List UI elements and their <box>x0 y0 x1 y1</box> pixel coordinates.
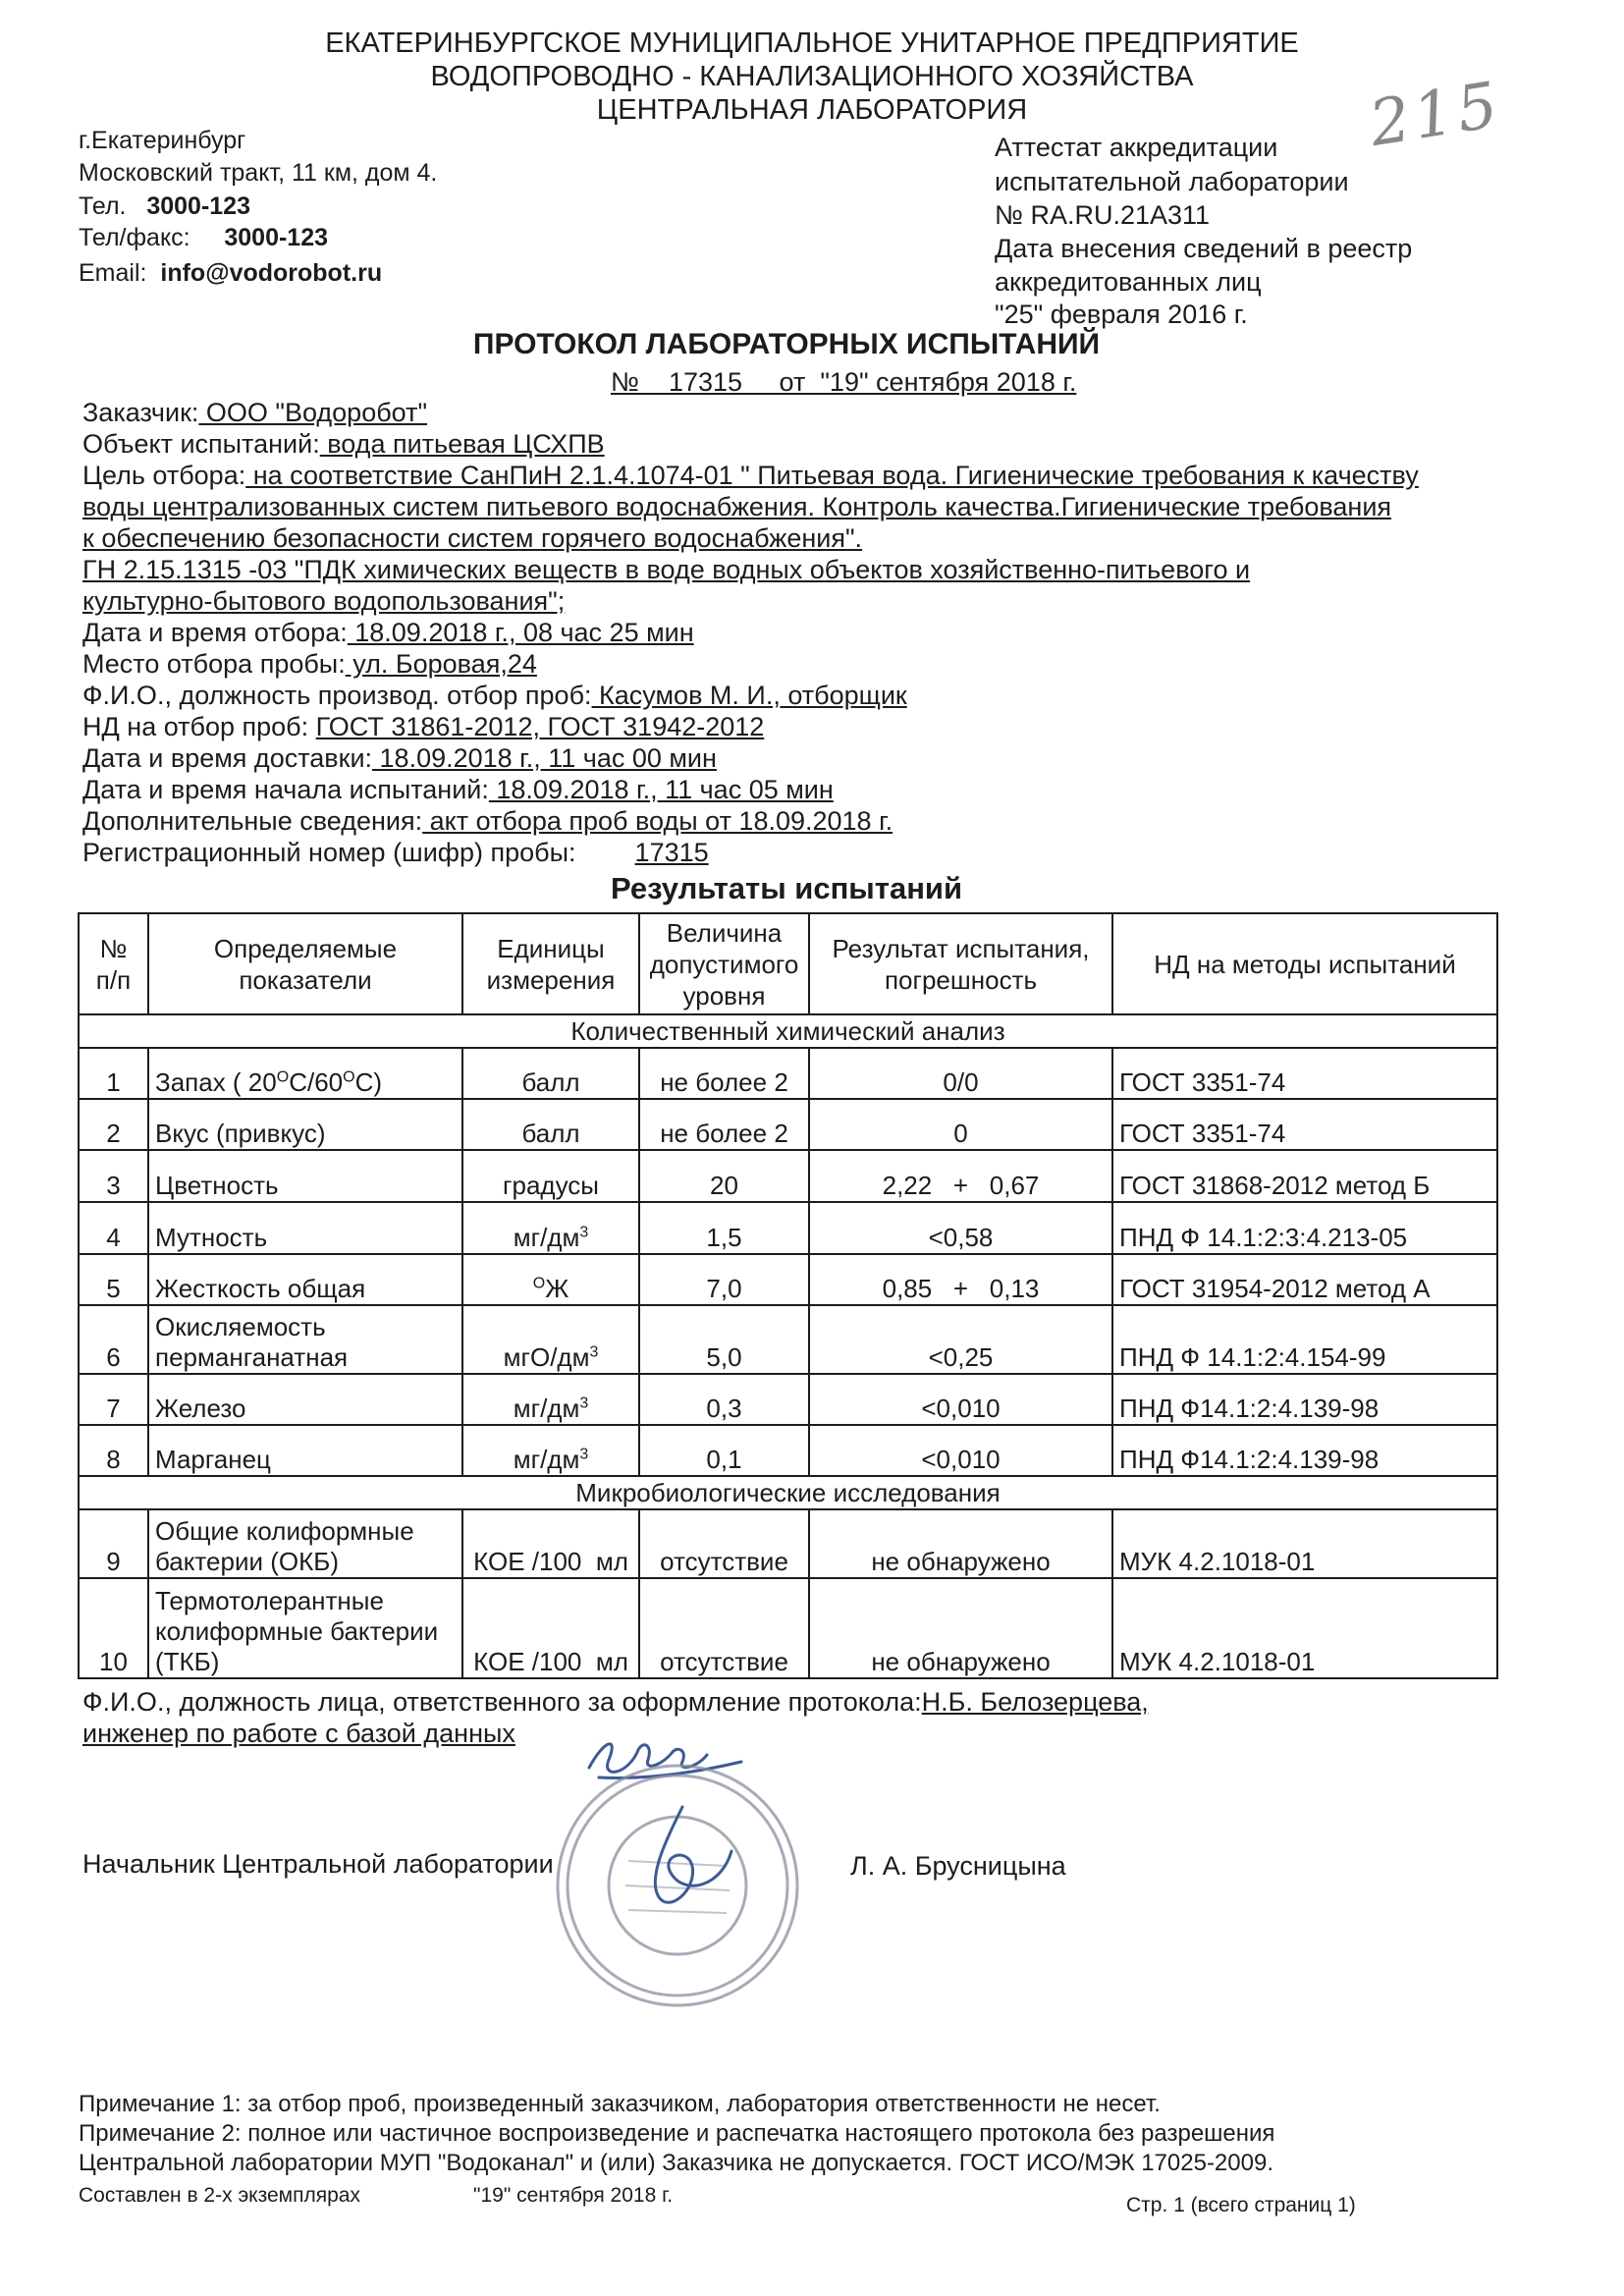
section-chemical <box>79 1014 1497 1048</box>
row-num: 8 <box>79 1425 148 1476</box>
table-row <box>79 1150 1497 1202</box>
handwritten-page-number: 215 <box>1365 68 1507 162</box>
accreditation-line-1: Аттестат аккредитации <box>995 133 1278 162</box>
customer-label: Заказчик: <box>82 398 199 427</box>
table-row <box>79 1509 1497 1578</box>
table-header-row <box>79 913 1497 1014</box>
row-indicator: Марганец <box>148 1425 462 1476</box>
section-chemical-label: Количественный химический анализ <box>79 1014 1497 1048</box>
row-method: МУК 4.2.1018-01 <box>1112 1509 1497 1578</box>
row-num: 3 <box>79 1150 148 1202</box>
table-row <box>79 1425 1497 1476</box>
responsible-name: Н.Б. Белозерцева, <box>921 1687 1149 1717</box>
object-field <box>82 429 605 460</box>
accreditation-line-6: "25" февраля 2016 г. <box>995 300 1248 329</box>
row-indicator: Общие колиформные бактерии (ОКБ) <box>148 1509 462 1578</box>
row-limit: не более 2 <box>639 1099 809 1150</box>
row-limit: не более 2 <box>639 1048 809 1099</box>
sampling-nd-label: НД на отбор проб: <box>82 712 316 741</box>
row-num: 1 <box>79 1048 148 1099</box>
responsible-label: Ф.И.О., должность лица, ответственного за оформление протокола: <box>82 1687 922 1717</box>
email-label: Email: <box>79 259 147 287</box>
header-method: НД на методы испытаний <box>1112 913 1497 1014</box>
table-row <box>79 1374 1497 1425</box>
row-unit: балл <box>462 1048 639 1099</box>
signature-chief <box>628 1797 746 1925</box>
row-num: 7 <box>79 1374 148 1425</box>
row-result: <0,25 <box>809 1305 1112 1374</box>
address-fax <box>79 223 328 252</box>
note-3: Центральной лаборатории МУП "Водоканал" и (или) Заказчика не допускается. ГОСТ ИСО/МЭК 17025-2009. <box>79 2150 1273 2176</box>
sampling-place-value: ул. Боровая,24 <box>345 649 537 679</box>
email-value: info@vodorobot.ru <box>160 259 383 287</box>
row-method: ГОСТ 31954-2012 метод А <box>1112 1254 1497 1305</box>
results-title: Результаты испытаний <box>610 871 963 905</box>
purpose-line-1: на соответствие СанПиН 2.1.4.1074-01 " Питьевая вода. Гигиенические требования к качеству <box>245 461 1419 490</box>
note-1: Примечание 1: за отбор проб, произведенный заказчиком, лаборатория ответственности не несет. <box>79 2091 1161 2117</box>
header-limit: Величина допустимого уровня <box>639 913 809 1014</box>
sampling-place-field <box>82 649 537 680</box>
row-unit: $мг/дм^3$ <box>462 1202 639 1254</box>
row-limit: 0,3 <box>639 1374 809 1425</box>
org-name-line-3: ЦЕНТРАЛЬНАЯ ЛАБОРАТОРИЯ <box>596 94 1028 126</box>
purpose-field <box>82 461 1419 491</box>
test-start-label: Дата и время начала испытаний: <box>82 775 489 804</box>
object-value: вода питьевая ЦСХПВ <box>319 429 605 459</box>
sampler-label: Ф.И.О., должность производ. отбор проб: <box>82 681 592 710</box>
row-unit: КОЕ /100 мл <box>462 1509 639 1578</box>
row-method: МУК 4.2.1018-01 <box>1112 1578 1497 1678</box>
row-result: 0 <box>809 1099 1112 1150</box>
delivery-value: 18.09.2018 г., 11 час 00 мин <box>372 743 717 773</box>
row-unit: балл <box>462 1099 639 1150</box>
sampling-datetime-value: 18.09.2018 г., 08 час 25 мин <box>347 618 694 647</box>
row-limit: 0,1 <box>639 1425 809 1476</box>
row-indicator: Термотолерантные колиформные бактерии (ТКБ) <box>148 1578 462 1678</box>
extra-info-value: акт отбора проб воды от 18.09.2018 г. <box>422 806 893 836</box>
customer-field <box>82 398 427 428</box>
row-unit: $мг/дм^3$ <box>462 1425 639 1476</box>
row-indicator: Окисляемость перманганатная <box>148 1305 462 1374</box>
row-method: ПНД Ф14.1:2:4.139-98 <box>1112 1425 1497 1476</box>
header-result: Результат испытания, погрешность <box>809 913 1112 1014</box>
address-email <box>79 258 382 288</box>
row-result: <0,010 <box>809 1425 1112 1476</box>
page-counter: Стр. 1 (всего страниц 1) <box>1126 2194 1356 2216</box>
row-indicator: Запах ( $20^ОС/60^ОС$) <box>148 1048 462 1099</box>
accreditation-line-5: аккредитованных лиц <box>995 267 1262 297</box>
table-row <box>79 1254 1497 1305</box>
delivery-field <box>82 743 717 774</box>
row-result: <0,010 <box>809 1374 1112 1425</box>
extra-info-label: Дополнительные сведения: <box>82 806 423 836</box>
org-name-line-2: ВОДОПРОВОДНО - КАНАЛИЗАЦИОННОГО ХОЗЯЙСТВА <box>430 61 1194 92</box>
phone-value: 3000-123 <box>146 192 250 220</box>
row-limit: отсутствие <box>639 1509 809 1578</box>
table-row <box>79 1202 1497 1254</box>
row-result: 0,85 + 0,13 <box>809 1254 1112 1305</box>
row-method: ГОСТ 31868-2012 метод Б <box>1112 1150 1497 1202</box>
row-result: 2,22 + 0,67 <box>809 1150 1112 1202</box>
row-num: 4 <box>79 1202 148 1254</box>
row-unit: КОЕ /100 мл <box>462 1578 639 1678</box>
row-method: ПНД Ф14.1:2:4.139-98 <box>1112 1374 1497 1425</box>
registration-label: Регистрационный номер (шифр) пробы: <box>82 838 576 867</box>
row-indicator: Цветность <box>148 1150 462 1202</box>
accreditation-line-2: испытательной лаборатории <box>995 167 1349 196</box>
row-method: ГОСТ 3351-74 <box>1112 1048 1497 1099</box>
object-label: Объект испытаний: <box>82 429 320 459</box>
row-unit: $мг/дм^3$ <box>462 1374 639 1425</box>
accreditation-line-4: Дата внесения сведений в реестр <box>995 234 1413 263</box>
purpose-line-5: культурно-бытового водопользования"; <box>82 586 566 616</box>
row-result: <0,58 <box>809 1202 1112 1254</box>
sampling-nd-field <box>82 712 764 742</box>
row-num: 6 <box>79 1305 148 1374</box>
purpose-line-2: воды централизованных систем питьевого водоснабжения. Контроль качества.Гигиенические требования <box>82 492 1392 521</box>
row-indicator: Железо <box>148 1374 462 1425</box>
table-row <box>79 1099 1497 1150</box>
row-limit: 7,0 <box>639 1254 809 1305</box>
table-row <box>79 1578 1497 1678</box>
row-unit: градусы <box>462 1150 639 1202</box>
registration-value: 17315 <box>634 838 709 867</box>
sampling-place-label: Место отбора пробы: <box>82 649 346 679</box>
chief-name: Л. А. Брусницына <box>850 1851 1066 1881</box>
registration-field <box>82 838 709 868</box>
results-table <box>78 912 1498 1679</box>
header-indicator: Определяемые показатели <box>148 913 462 1014</box>
responsible-role: инженер по работе с базой данных <box>82 1719 515 1748</box>
sampling-datetime-field <box>82 618 694 648</box>
row-result: не обнаружено <box>809 1509 1112 1578</box>
sampler-value: Касумов М. И., отборщик <box>591 681 907 710</box>
fax-value: 3000-123 <box>224 224 329 251</box>
delivery-label: Дата и время доставки: <box>82 743 373 773</box>
extra-info-field <box>82 806 893 837</box>
row-limit: 20 <box>639 1150 809 1202</box>
row-result: 0/0 <box>809 1048 1112 1099</box>
section-micro-label: Микробиологические исследования <box>79 1476 1497 1509</box>
row-method: ПНД Ф 14.1:2:3:4.213-05 <box>1112 1202 1497 1254</box>
test-start-value: 18.09.2018 г., 11 час 05 мин <box>488 775 834 804</box>
address-street: Московский тракт, 11 км, дом 4. <box>79 159 438 187</box>
phone-label: Тел. <box>79 192 127 220</box>
customer-value: ООО "Водоробот" <box>198 398 428 427</box>
row-num: 2 <box>79 1099 148 1150</box>
copies-note: Составлен в 2-х экземплярах <box>79 2184 360 2207</box>
row-limit: 1,5 <box>639 1202 809 1254</box>
header-num: № п/п <box>79 913 148 1014</box>
sampling-datetime-label: Дата и время отбора: <box>82 618 348 647</box>
sampler-field <box>82 681 907 711</box>
row-method: ГОСТ 3351-74 <box>1112 1099 1497 1150</box>
purpose-line-4: ГН 2.15.1315 -03 "ПДК химических веществ в воде водных объектов хозяйственно-питьевого и <box>82 555 1251 584</box>
row-result: не обнаружено <box>809 1578 1112 1678</box>
header-unit: Единицы измерения <box>462 913 639 1014</box>
accreditation-line-3: № RA.RU.21A311 <box>995 200 1211 230</box>
address-city: г.Екатеринбург <box>79 127 246 154</box>
row-num: 5 <box>79 1254 148 1305</box>
row-num: 10 <box>79 1578 148 1678</box>
row-indicator: Жесткость общая <box>148 1254 462 1305</box>
row-method: ПНД Ф 14.1:2:4.154-99 <box>1112 1305 1497 1374</box>
protocol-number: № 17315 от "19" сентября 2018 г. <box>611 367 1077 397</box>
table-row <box>79 1305 1497 1374</box>
purpose-line-3: к обеспечению безопасности систем горячего водоснабжения". <box>82 523 863 553</box>
test-start-field <box>82 775 834 805</box>
row-limit: 5,0 <box>639 1305 809 1374</box>
row-limit: отсутствие <box>639 1578 809 1678</box>
row-indicator: Мутность <box>148 1202 462 1254</box>
address-phone <box>79 191 250 221</box>
responsible-field <box>82 1687 1295 1718</box>
row-unit: мгО/$дм^3$ <box>462 1305 639 1374</box>
section-micro <box>79 1476 1497 1509</box>
footer-date: "19" сентября 2018 г. <box>473 2184 674 2207</box>
purpose-label: Цель отбора: <box>82 461 246 490</box>
row-num: 9 <box>79 1509 148 1578</box>
org-name-line-1: ЕКАТЕРИНБУРГСКОЕ МУНИЦИПАЛЬНОЕ УНИТАРНОЕ ПРЕДПРИЯТИЕ <box>325 27 1299 59</box>
sampling-nd-value: ГОСТ 31861-2012, ГОСТ 31942-2012 <box>315 712 765 741</box>
protocol-title: ПРОТОКОЛ ЛАБОРАТОРНЫХ ИСПЫТАНИЙ <box>472 328 1101 360</box>
note-2: Примечание 2: полное или частичное воспроизведение и распечатка настоящего протокола без разрешения <box>79 2120 1275 2147</box>
fax-label: Тел/факс: <box>79 224 190 251</box>
row-unit: $^О$Ж <box>462 1254 639 1305</box>
chief-label: Начальник Центральной лаборатории <box>82 1849 554 1879</box>
row-indicator: Вкус (привкус) <box>148 1099 462 1150</box>
table-row <box>79 1048 1497 1099</box>
